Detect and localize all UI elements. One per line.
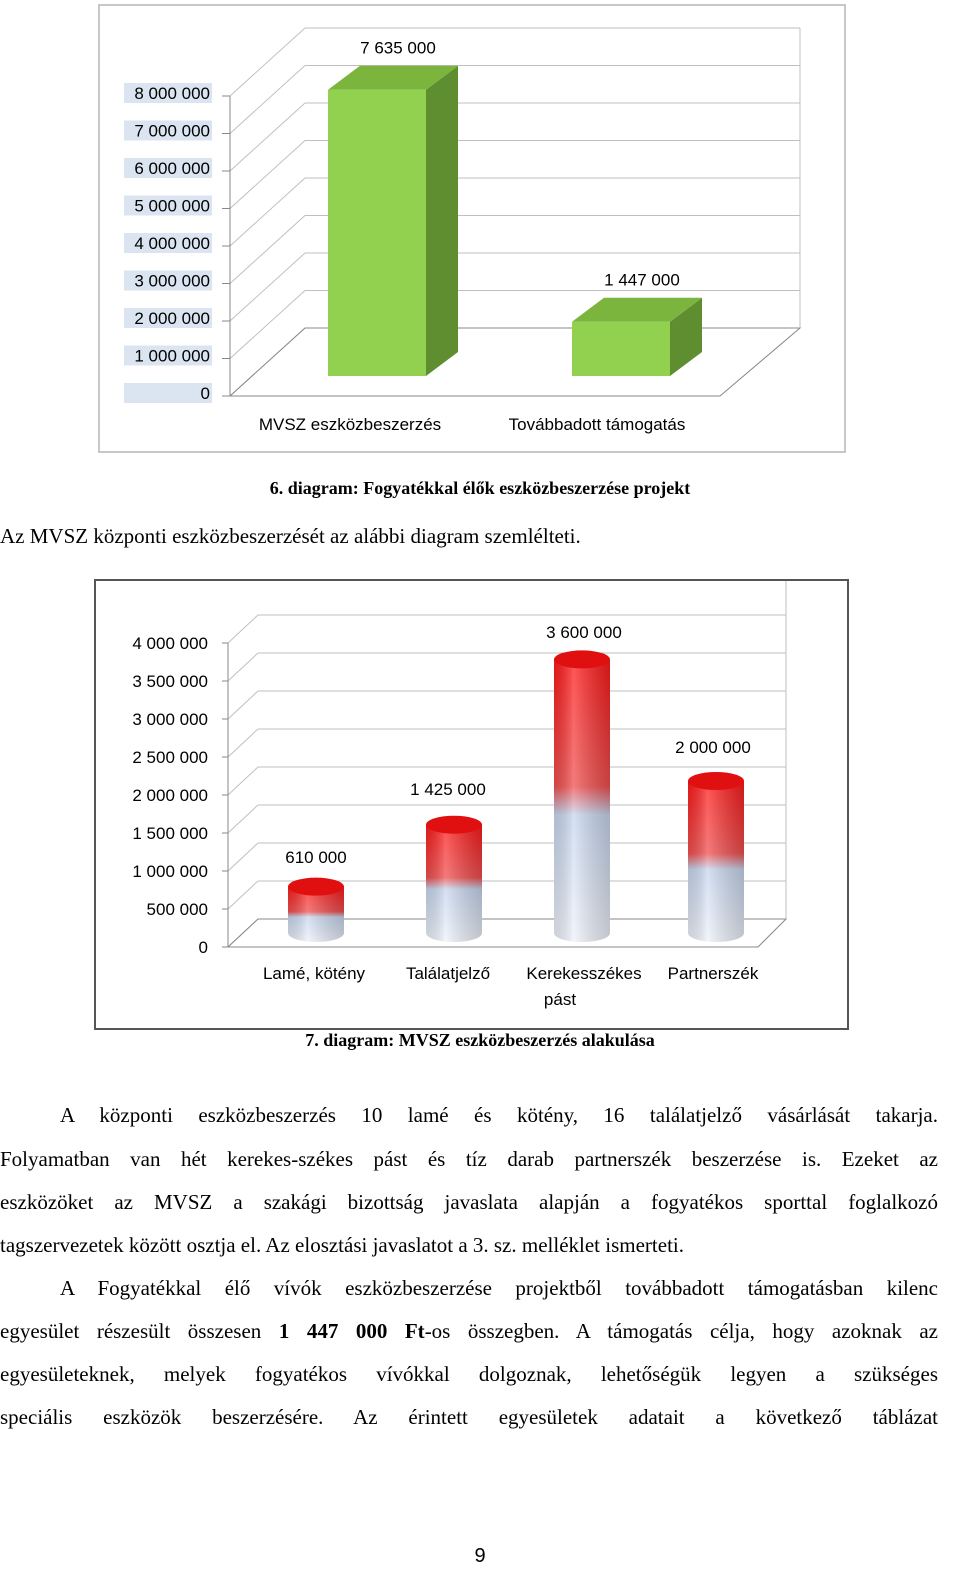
chart-1 bbox=[100, 6, 844, 451]
gridline-side bbox=[228, 881, 258, 909]
chart-1-caption: 6. diagram: Fogyatékkal élők eszközbeszerzése projekt bbox=[269, 478, 691, 498]
gridline-side bbox=[228, 615, 258, 643]
y-tick-label: 6 000 000 bbox=[134, 159, 210, 178]
y-tick-label: 2 000 000 bbox=[132, 786, 208, 805]
y-tick-label: 4 000 000 bbox=[134, 234, 210, 253]
gridline-side bbox=[230, 216, 305, 284]
y-tick-label: 2 000 000 bbox=[134, 309, 210, 328]
x-tick-label: Lamé, kötény bbox=[262, 964, 366, 983]
gridline-side bbox=[228, 767, 258, 795]
gridline-side bbox=[230, 66, 305, 134]
data-label: 1 447 000 bbox=[604, 270, 680, 290]
gridline-side bbox=[230, 28, 305, 96]
bar-side bbox=[426, 66, 458, 376]
y-tick-label: 0 bbox=[200, 384, 210, 403]
data-label: 1 425 000 bbox=[410, 780, 486, 799]
x-tick-label: MVSZ eszközbeszerzés bbox=[258, 415, 442, 434]
intro-text: Az MVSZ központi eszközbeszerzését az alábbi diagram szemlélteti. bbox=[0, 524, 581, 548]
x-tick-label: Kerekesszékes bbox=[526, 964, 642, 983]
bar-top bbox=[688, 772, 744, 790]
y-tick-label: 5 000 000 bbox=[134, 196, 210, 216]
bar-top bbox=[554, 650, 610, 668]
page-number: 9 bbox=[474, 1545, 486, 1567]
y-tick-label: 0 bbox=[198, 938, 208, 957]
paragraph-2-line-4: speciális eszközök beszerzésére. Az érintett egyesületek adatait a következő táblázat bbox=[0, 1405, 938, 1429]
x-tick-label: Találatjelző bbox=[405, 964, 491, 983]
paragraph-2-line-3: egyesületeknek, melyek fogyatékos vívókkal dolgoznak, lehetőségük legyen a szükséges bbox=[0, 1362, 938, 1386]
amount-highlight: 1 447 000 Ft bbox=[278, 1319, 425, 1343]
gridline-side bbox=[228, 653, 258, 681]
paragraph-1-line-2: Folyamatban van hét kerekes-székes pást és tíz darab partnerszék beszerzése is. Ezeket az bbox=[0, 1147, 938, 1171]
x-tick-label: Továbbadott támogatás bbox=[508, 415, 686, 434]
gridline-side bbox=[230, 291, 305, 359]
chart-2 bbox=[96, 581, 847, 1028]
y-tick-label: 1 000 000 bbox=[134, 346, 210, 366]
gridline-side bbox=[228, 805, 258, 833]
y-tick-label: 3 000 000 bbox=[132, 710, 208, 729]
data-label: 3 600 000 bbox=[546, 623, 622, 642]
bar-top bbox=[288, 878, 344, 896]
bar-shade bbox=[688, 781, 744, 942]
y-tick-bg bbox=[124, 383, 212, 403]
x-tick-label: Partnerszék bbox=[667, 964, 759, 983]
data-label: 2 000 000 bbox=[675, 738, 751, 757]
y-tick-label: 3 500 000 bbox=[132, 672, 208, 691]
gridline-side bbox=[230, 141, 305, 209]
gridline-side bbox=[228, 843, 258, 871]
chart-2-caption: 7. diagram: MVSZ eszközbeszerzés alakulása bbox=[305, 1030, 655, 1050]
gridline-side bbox=[228, 729, 258, 757]
y-tick-label: 4 000 000 bbox=[132, 634, 208, 653]
paragraph-1-line-3: eszközöket az MVSZ a szakági bizottság javaslata alapján a fogyatékos sporttal foglalkozó bbox=[0, 1190, 938, 1214]
bar bbox=[572, 322, 670, 376]
gridline-side bbox=[230, 253, 305, 321]
gridline-side bbox=[230, 103, 305, 171]
chart-2-frame bbox=[94, 579, 849, 1030]
x-tick-label-line-2: pást bbox=[543, 990, 577, 1009]
data-label: 610 000 bbox=[285, 848, 347, 867]
y-tick-label: 3 000 000 bbox=[134, 271, 210, 291]
cylinder bbox=[288, 878, 344, 942]
paragraph-2-line-1: A Fogyatékkal élő vívók eszközbeszerzése projektből továbbadott támogatásban kilenc bbox=[60, 1276, 938, 1300]
paragraph-2-line-2-start: egyesület részesült összesen bbox=[0, 1319, 279, 1343]
cylinder bbox=[426, 816, 482, 942]
bar-top bbox=[426, 816, 482, 834]
chart-1-frame bbox=[98, 4, 846, 453]
bar-shade bbox=[426, 825, 482, 942]
y-tick-label: 500 000 bbox=[146, 900, 208, 919]
paragraph-1-line-1: A központi eszközbeszerzés 10 lamé és kötény, 16 találatjelző vásárlását takarja. bbox=[60, 1103, 938, 1127]
y-tick-label: 1 500 000 bbox=[132, 824, 208, 843]
y-tick-label: 2 500 000 bbox=[132, 748, 208, 767]
bar-shade bbox=[554, 659, 610, 942]
y-tick-label: 1 000 000 bbox=[132, 862, 208, 881]
gridline-side bbox=[228, 691, 258, 719]
gridline-side bbox=[230, 178, 305, 246]
data-label: 7 635 000 bbox=[360, 38, 436, 58]
paragraph-2-line-2-end: -os összegben. A támogatás célja, hogy azoknak az bbox=[424, 1319, 938, 1343]
paragraph-1-line-4: tagszervezetek között osztja el. Az elosztási javaslatot a 3. sz. melléklet ismerteti. bbox=[0, 1233, 684, 1257]
cylinder bbox=[688, 772, 744, 942]
y-tick-label: 8 000 000 bbox=[134, 84, 210, 103]
bar bbox=[328, 90, 426, 376]
cylinder bbox=[554, 650, 610, 942]
floor bbox=[230, 328, 800, 396]
y-tick-label: 7 000 000 bbox=[134, 121, 210, 141]
paragraph-2-line-2 bbox=[0, 1319, 938, 1343]
